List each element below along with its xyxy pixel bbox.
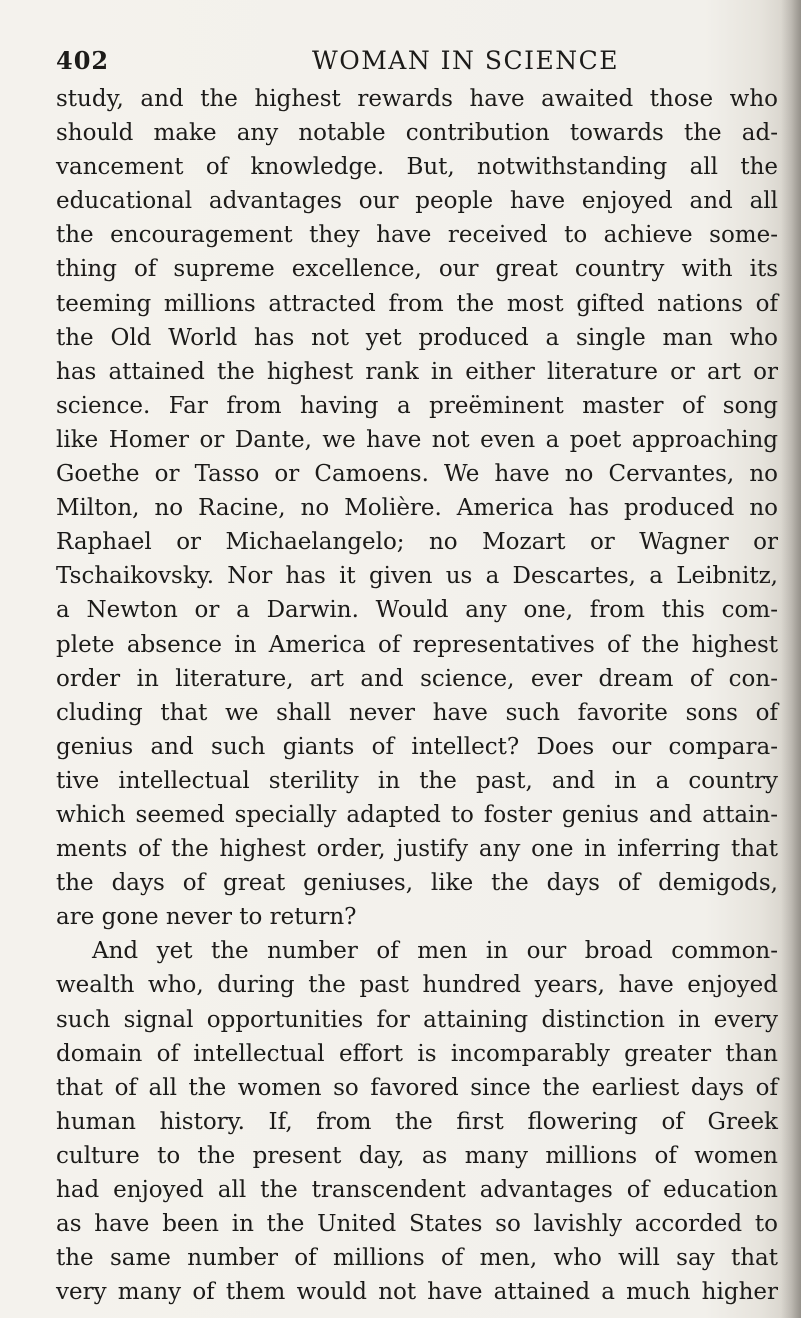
text-line: the days of great geniuses, like the days of demigods, <box>56 870 778 897</box>
text-line: genius and such giants of intellect? Does our compara- <box>56 733 778 760</box>
text-line: such signal opportunities for attaining distinction in every <box>56 1006 778 1033</box>
text-line: thing of supreme excellence, our great country with its <box>56 256 778 283</box>
text-line: science. Far from having a preëminent master of song <box>56 392 778 419</box>
text-line: cluding that we shall never have such favorite sons of <box>56 699 778 726</box>
text-line: culture to the present day, as many millions of women <box>56 1142 778 1169</box>
text-line: Raphael or Michaelangelo; no Mozart or Wagner or <box>56 529 778 556</box>
page-number: 402 <box>56 46 110 75</box>
text-line: the encouragement they have received to achieve some- <box>56 222 778 249</box>
text-line: the Old World has not yet produced a single man who <box>56 324 778 351</box>
text-line: tive intellectual sterility in the past, and in a country <box>56 767 778 794</box>
text-line: study, and the highest rewards have awaited those who <box>56 86 778 112</box>
text-line: And yet the number of men in our broad common- <box>92 938 778 965</box>
text-line: as have been in the United States so lavishly accorded to <box>56 1211 778 1238</box>
text-line: domain of intellectual effort is incomparably greater than <box>56 1040 778 1067</box>
text-line: wealth who, during the past hundred years, have enjoyed <box>56 972 778 999</box>
text-line: that of all the women so favored since the earliest days of <box>56 1074 778 1101</box>
running-head <box>56 28 776 78</box>
paragraph-2 <box>56 934 778 1309</box>
text-line: human history. If, from the first flowering of Greek <box>56 1108 778 1135</box>
text-line: Goethe or Tasso or Camoens. We have no Cervantes, no <box>56 461 778 488</box>
text-line: are gone never to return? <box>56 904 357 931</box>
text-line: educational advantages our people have enjoyed and all <box>56 188 778 215</box>
running-title: WOMAN IN SCIENCE <box>312 46 619 75</box>
text-line: Milton, no Racine, no Molière. America has produced no <box>56 495 778 522</box>
text-line: a Newton or a Darwin. Would any one, from this com- <box>56 597 778 624</box>
text-line: very many of them would not have attained a much higher <box>56 1279 778 1306</box>
text-line: has attained the highest rank in either literature or art or <box>56 358 778 385</box>
text-line: the same number of millions of men, who will say that <box>56 1245 778 1272</box>
text-line: which seemed specially adapted to foster genius and attain- <box>56 801 778 828</box>
text-line: Tschaikovsky. Nor has it given us a Descartes, a Leibnitz, <box>56 563 778 590</box>
text-line: plete absence in America of representatives of the highest <box>56 631 778 658</box>
text-line: like Homer or Dante, we have not even a poet approaching <box>56 426 778 453</box>
text-line: teeming millions attracted from the most gifted nations of <box>56 290 778 317</box>
text-line: ments of the highest order, justify any one in inferring that <box>56 836 778 863</box>
text-line: vancement of knowledge. But, notwithstanding all the <box>56 154 778 181</box>
text-line: had enjoyed all the transcendent advantages of education <box>56 1177 778 1203</box>
body-text <box>56 82 778 1309</box>
page-binding-shadow <box>781 0 801 1318</box>
text-line: should make any notable contribution towards the ad- <box>56 120 778 147</box>
text-line: order in literature, art and science, ever dream of con- <box>56 665 778 692</box>
paragraph-1 <box>56 82 778 934</box>
